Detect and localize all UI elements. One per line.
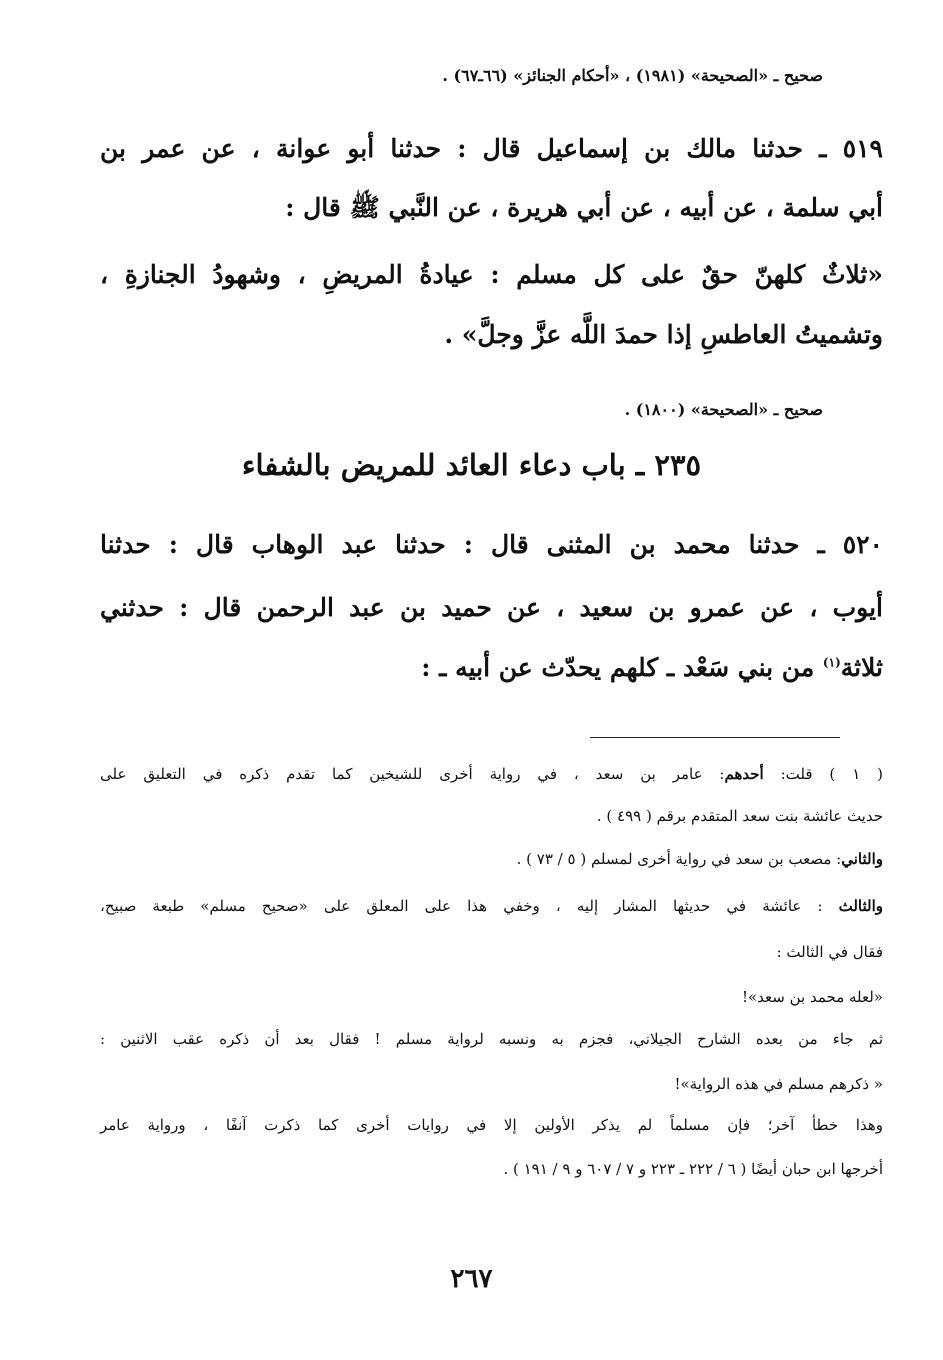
hadith-520-line-3: [100, 653, 883, 682]
footnote-line-8: « ذكرهم مسلم في هذه الرواية»!: [674, 1075, 883, 1093]
hadith-519-line-1: ٥١٩ ـ حدثنا مالك بن إسماعيل قال : حدثنا أبو عوانة ، عن عمر بن: [100, 134, 883, 163]
footnote-line-5: فقال في الثالث :: [776, 943, 883, 961]
hadith-519-line-2: أبي سلمة ، عن أبيه ، عن أبي هريرة ، عن النَّبي ﷺ قال :: [285, 193, 883, 222]
footnote-line-7: ثم جاء من بعده الشارح الجيلاني، فجزم به ونسبه لرواية مسلم ! فقال بعد أن ذكره عقب الاثنين :: [100, 1030, 883, 1048]
footnote-reference: (١): [822, 655, 841, 670]
footnote-1-rest: : عامر بن سعد ، في رواية أخرى للشيخين كما تقدم ذكره في التعليق على: [100, 765, 725, 783]
footnote-line-2: حديث عائشة بنت سعد المتقدم برقم ( ٤٩٩ ) .: [596, 807, 883, 825]
footnote-3-rest: : مصعب بن سعد في رواية أخرى لمسلم ( ٥ / ٧٣ ) .: [516, 850, 842, 868]
footnote-separator: [590, 737, 840, 738]
hadith-520-line-1: ٥٢٠ ـ حدثنا محمد بن المثنى قال : حدثنا عبد الوهاب قال : حدثنا: [100, 530, 883, 559]
footnote-line-3: [100, 850, 883, 868]
footnote-line-4: [100, 897, 883, 915]
footnote-3-bold: والثاني: [841, 850, 883, 868]
matn-519-line-1: «ثلاثٌ كلهنّ حقٌ على كل مسلم : عيادةُ المريضِ ، وشهودُ الجنازةِ ،: [100, 260, 883, 289]
footnote-line-6: «لعله محمد بن سعد»!: [741, 988, 883, 1006]
footnote-4-rest: : عائشة في حديثها المشار إليه ، وخفي هذا على المعلق على «صحيح مسلم» طبعة صبيح،: [100, 897, 839, 915]
footnote-1-prefix: ( ١ ) قلت:: [763, 765, 883, 783]
matn-519-line-2: وتشميتُ العاطسِ إذا حمدَ اللَّه عزَّ وجلَّ» .: [444, 320, 883, 349]
footnote-4-bold: والثالث: [838, 897, 883, 915]
top-grade-note: صحيح ـ «الصحيحة» (١٩٨١) ، «أحكام الجنائز» (٦٦ـ٦٧) .: [442, 66, 823, 85]
chapter-title: ٢٣٥ ـ باب دعاء العائد للمريض بالشفاء: [241, 448, 702, 482]
hadith-520-text-after: من بني سَعْد ـ كلهم يحدّث عن أبيه ـ :: [421, 653, 823, 682]
grade-519-note: صحيح ـ «الصحيحة» (١٨٠٠) .: [624, 400, 823, 419]
hadith-520-text-before: ثلاثة: [840, 653, 883, 682]
footnote-line-10: أخرجها ابن حبان أيضًا ( ٦ / ٢٢٢ ـ ٢٢٣ و ٧ / ٦٠٧ و ٩ / ١٩١ ) .: [503, 1160, 883, 1178]
footnote-line-1: [100, 765, 883, 783]
hadith-520-line-2: أيوب ، عن عمرو بن سعيد ، عن حميد بن عبد الرحمن قال : حدثني: [100, 593, 883, 622]
footnote-1-bold: أحدهم: [724, 765, 764, 783]
page-number: ٢٦٧: [450, 1264, 493, 1294]
footnote-line-9: وهذا خطأ آخر؛ فإن مسلماً لم يذكر الأولين إلا في روايات أخرى كما ذكرت آنفًا ، ورواية عامر: [100, 1116, 883, 1134]
